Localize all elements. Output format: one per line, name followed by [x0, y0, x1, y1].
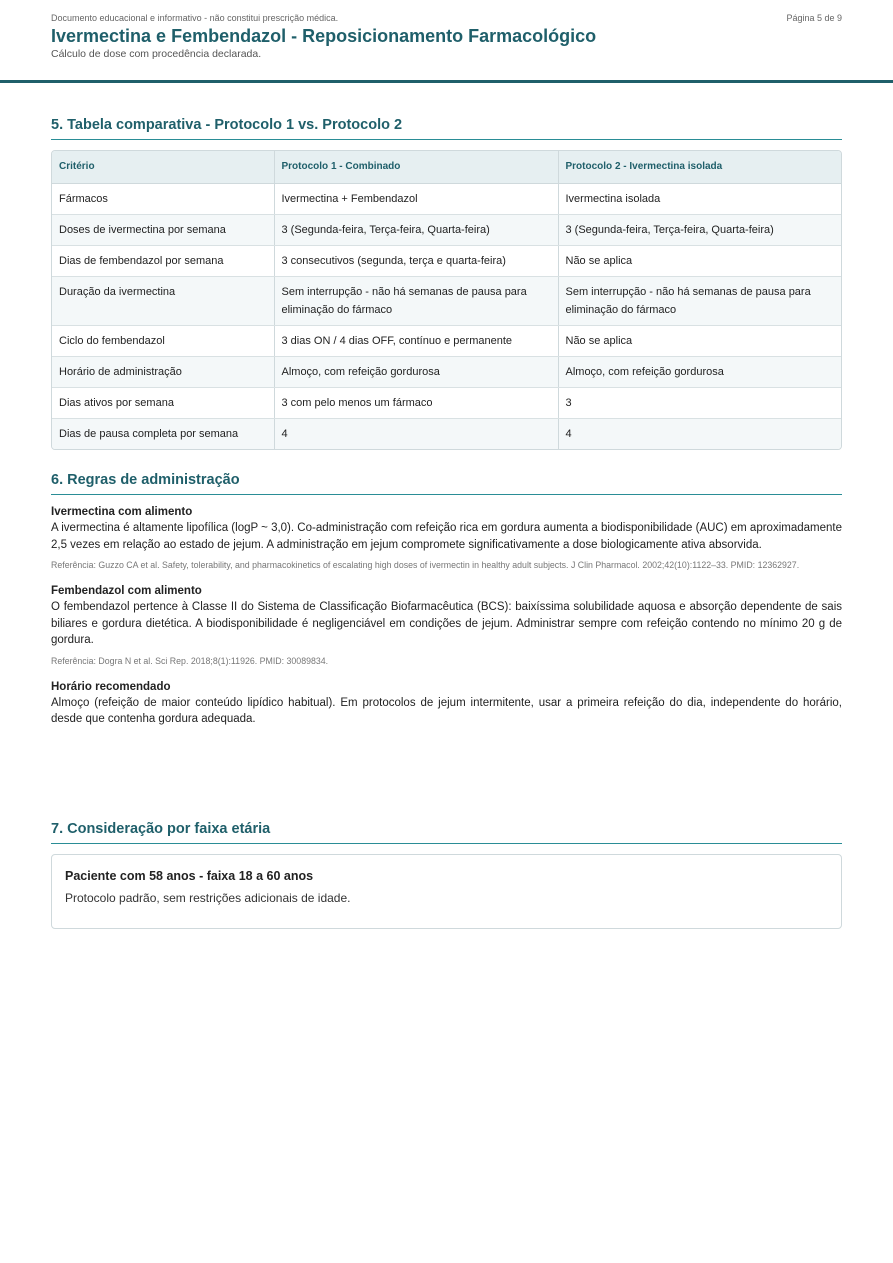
table-header-row — [52, 151, 841, 183]
table-cell: 4 — [274, 418, 558, 449]
disclaimer: Documento educacional e informativo - não constitui prescrição médica. — [51, 13, 339, 23]
rule-title: Horário recomendado — [51, 680, 171, 693]
table-cell: Dias ativos por semana — [52, 387, 274, 418]
table-cell: Almoço, com refeição gordurosa — [274, 356, 558, 387]
table-row — [52, 325, 841, 356]
column-header-criterio: Critério — [52, 151, 274, 183]
table-cell: 3 com pelo menos um fármaco — [274, 387, 558, 418]
rule-body: Almoço (refeição de maior conteúdo lipídico habitual). Em protocolos de jejum intermitente, usar a primeira refeição do dia, independente do horário, desde que contenha gordura adequada. — [51, 696, 842, 725]
table-row — [52, 245, 841, 276]
table-cell: Horário de administração — [52, 356, 274, 387]
table-cell: Sem interrupção - não há semanas de pausa para eliminação do fármaco — [558, 276, 841, 325]
table-cell: Ivermectina isolada — [558, 183, 841, 214]
document-title: Ivermectina e Fembendazol - Reposicionamento Farmacológico — [51, 26, 597, 46]
age-card-body: Protocolo padrão, sem restrições adicionais de idade. — [65, 891, 351, 905]
rule-horario — [51, 680, 842, 728]
rule-body: O fembendazol pertence à Classe II do Sistema de Classificação Biofarmacêutica (BCS): baixíssima solubilidade aquosa e absorção dependente de sais biliares e gordura dietética. A biodisponibilidade é negligenciável em condições de jejum. Administrar sempre com refeição contendo no mínimo 20 g de gordura. — [51, 601, 842, 646]
section-5-heading: 5. Tabela comparativa - Protocolo 1 vs. Protocolo 2 — [51, 117, 842, 140]
table-cell: 4 — [558, 418, 841, 449]
page-header — [0, 0, 893, 83]
rule-reference: Referência: Guzzo CA et al. Safety, tolerability, and pharmacokinetics of escalating high doses of ivermectin in healthy adult subjects. J Clin Pharmacol. 2002;42(10):1122–33. PMID: 12362927. — [51, 560, 800, 570]
section-7-heading: 7. Consideração por faixa etária — [51, 821, 842, 844]
table-row — [52, 276, 841, 325]
rule-title: Ivermectina com alimento — [51, 506, 193, 518]
table-cell: Ivermectina + Fembendazol — [274, 183, 558, 214]
table-row — [52, 418, 841, 449]
age-consideration-card — [51, 854, 842, 929]
column-header-protocolo-1: Protocolo 1 - Combinado — [274, 151, 558, 183]
table-cell: Não se aplica — [558, 325, 841, 356]
table-cell: Almoço, com refeição gordurosa — [558, 356, 841, 387]
table-row — [52, 356, 841, 387]
rule-body: A ivermectina é altamente lipofílica (logP ~ 3,0). Co-administração com refeição rica em gordura aumenta a biodisponibilidade (AUC) em aproximadamente 2,5 vezes em relação ao estado de jejum. A administração em jejum compromete significativamente a dose biologicamente ativa absorvida. — [51, 522, 842, 551]
table-cell: 3 dias ON / 4 dias OFF, contínuo e permanente — [274, 325, 558, 356]
table-cell: Sem interrupção - não há semanas de pausa para eliminação do fármaco — [274, 276, 558, 325]
table-cell: Dias de pausa completa por semana — [52, 418, 274, 449]
rule-title: Fembendazol com alimento — [51, 585, 202, 597]
table-row — [52, 214, 841, 245]
table-cell: 3 — [558, 387, 841, 418]
table-cell: 3 (Segunda-feira, Terça-feira, Quarta-feira) — [274, 214, 558, 245]
rule-reference: Referência: Dogra N et al. Sci Rep. 2018;8(1):11926. PMID: 30089834. — [51, 655, 329, 666]
table-row — [52, 387, 841, 418]
table-cell: 3 (Segunda-feira, Terça-feira, Quarta-feira) — [558, 214, 841, 245]
column-header-protocolo-2: Protocolo 2 - Ivermectina isolada — [558, 151, 841, 183]
table-cell: Fármacos — [52, 183, 274, 214]
table-cell: 3 consecutivos (segunda, terça e quarta-feira) — [274, 245, 558, 276]
page-number: Página 5 de 9 — [786, 13, 842, 23]
age-card-title: Paciente com 58 anos - faixa 18 a 60 anos — [65, 869, 314, 883]
table-cell: Ciclo do fembendazol — [52, 325, 274, 356]
comparison-table — [51, 150, 842, 450]
table-cell: Não se aplica — [558, 245, 841, 276]
administration-rules — [51, 505, 842, 738]
table-row — [52, 183, 841, 214]
document-subtitle: Cálculo de dose com procedência declarada. — [51, 48, 262, 60]
table-cell: Duração da ivermectina — [52, 276, 274, 325]
rule-fembendazol — [51, 584, 842, 670]
table-cell: Dias de fembendazol por semana — [52, 245, 274, 276]
rule-ivermectina — [51, 505, 842, 574]
section-6-heading: 6. Regras de administração — [51, 472, 842, 495]
table-cell: Doses de ivermectina por semana — [52, 214, 274, 245]
